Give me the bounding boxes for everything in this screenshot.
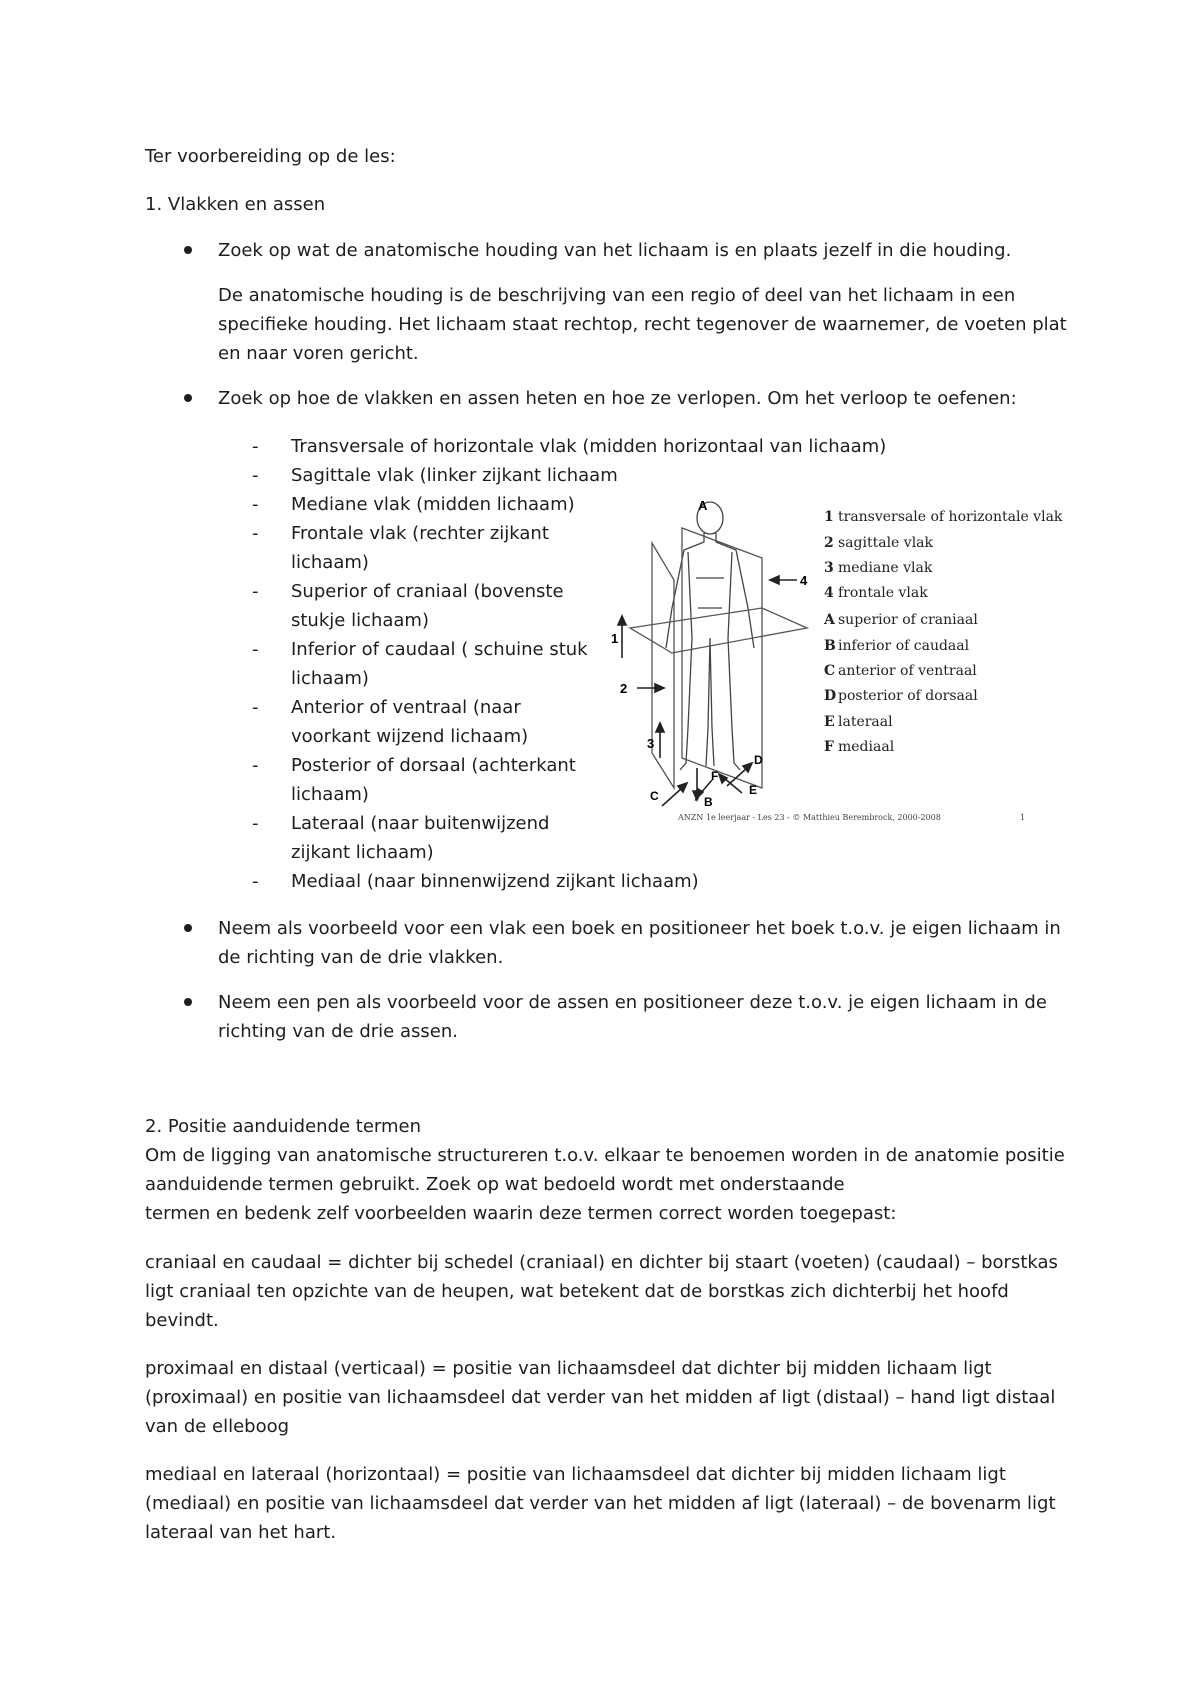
craniaal-caudaal-line: bevindt. [145, 1310, 219, 1331]
proximaal-distaal-line: van de elleboog [145, 1416, 290, 1437]
dash-marker: - [252, 871, 259, 892]
section2-intro-line: termen en bedenk zelf voorbeelden waarin deze termen correct worden toegepast: [145, 1203, 897, 1224]
intro-heading: Ter voorbereiding op de les: [145, 146, 396, 167]
legend-label: anterior of ventraal [838, 663, 977, 679]
legend-key: 4 [824, 585, 834, 601]
dash-marker: - [252, 523, 259, 544]
marker-e: E [749, 783, 758, 797]
legend-label: transversale of horizontale vlak [838, 509, 1063, 525]
dash-item: Mediaal (naar binnenwijzend zijkant lichaam) [291, 871, 699, 892]
legend-key: C [824, 663, 836, 679]
legend-label: superior of craniaal [838, 612, 978, 628]
figure-page-number: 1 [1020, 813, 1026, 822]
marker-4: 4 [800, 573, 808, 588]
section2-intro-line: Om de ligging van anatomische structureren t.o.v. elkaar te benoemen worden in de anatomie positie [145, 1145, 1065, 1166]
dash-marker: - [252, 639, 259, 660]
marker-c: C [650, 789, 659, 803]
dash-marker: - [252, 494, 259, 515]
legend-key: B [824, 638, 836, 654]
marker-1: 1 [611, 631, 619, 646]
dash-item: Superior of craniaal (bovenste [291, 581, 564, 602]
legend-label: lateraal [838, 714, 893, 730]
bullet-dot [184, 998, 192, 1006]
dash-item-continuation: stukje lichaam) [291, 610, 429, 631]
section1-title: 1. Vlakken en assen [145, 194, 326, 215]
legend-key: 1 [824, 509, 834, 525]
bullet-dot [184, 246, 192, 254]
bullet-pen-line: richting van de drie assen. [218, 1021, 458, 1042]
dash-item: Mediane vlak (midden lichaam) [291, 494, 575, 515]
bullet-boek-line: de richting van de drie vlakken. [218, 947, 504, 968]
answer-line: en naar voren gericht. [218, 343, 419, 364]
legend-label: mediane vlak [838, 560, 933, 576]
dash-item: Posterior of dorsaal (achterkant [291, 755, 576, 776]
marker-3: 3 [647, 736, 655, 751]
legend-key: E [824, 714, 835, 730]
legend-label: frontale vlak [838, 585, 928, 601]
dash-item: Sagittale vlak (linker zijkant lichaam [291, 465, 618, 486]
bullet-dot [184, 924, 192, 932]
dash-marker: - [252, 581, 259, 602]
answer-line: specifieke houding. Het lichaam staat rechtop, recht tegenover de waarnemer, de voeten plat [218, 314, 1067, 335]
dash-item: Inferior of caudaal ( schuine stuk [291, 639, 588, 660]
legend-label: inferior of caudaal [838, 638, 970, 654]
section2-title: 2. Positie aanduidende termen [145, 1116, 422, 1137]
craniaal-caudaal-line: ligt craniaal ten opzichte van de heupen, wat betekent dat de borstkas zich dichterbij het hoofd [145, 1281, 1009, 1302]
bullet-vlakken-assen: Zoek op hoe de vlakken en assen heten en hoe ze verlopen. Om het verloop te oefenen: [218, 388, 1017, 409]
legend-key: D [824, 688, 837, 704]
dash-item-continuation: lichaam) [291, 668, 369, 689]
dash-item: Frontale vlak (rechter zijkant [291, 523, 549, 544]
legend-label: mediaal [838, 739, 895, 755]
proximaal-distaal-line: proximaal en distaal (verticaal) = positie van lichaamsdeel dat dichter bij midden lichaam ligt [145, 1358, 992, 1379]
dash-item: Transversale of horizontale vlak (midden horizontaal van lichaam) [291, 436, 887, 457]
section2-intro-line: aanduidende termen gebruikt. Zoek op wat bedoeld wordt met onderstaande [145, 1174, 845, 1195]
dash-marker: - [252, 755, 259, 776]
figure-credit: ANZN 1e leerjaar - Les 23 - © Matthieu Berembrock, 2000-2008 [678, 813, 941, 822]
proximaal-distaal-line: (proximaal) en positie van lichaamsdeel dat verder van het midden af ligt (distaal) – hand ligt distaal [145, 1387, 1056, 1408]
legend-key: 2 [824, 535, 834, 551]
bullet-pen-line: Neem een pen als voorbeeld voor de assen en positioneer deze t.o.v. je eigen lichaam in de [218, 992, 1047, 1013]
anatomy-planes-figure [611, 488, 1063, 830]
legend-label: sagittale vlak [838, 535, 933, 551]
craniaal-caudaal-line: craniaal en caudaal = dichter bij schedel (craniaal) en dichter bij staart (voeten) (caudaal) – borstkas [145, 1252, 1058, 1273]
dash-item: Lateraal (naar buitenwijzend [291, 813, 550, 834]
answer-line: De anatomische houding is de beschrijving van een regio of deel van het lichaam in een [218, 285, 1016, 306]
dash-marker: - [252, 697, 259, 718]
dash-marker: - [252, 436, 259, 457]
mediaal-lateraal-line: lateraal van het hart. [145, 1522, 337, 1543]
marker-d: D [754, 753, 763, 767]
marker-a: A [698, 498, 708, 513]
mediaal-lateraal-line: (mediaal) en positie van lichaamsdeel dat verder van het midden af ligt (lateraal) – de bovenarm ligt [145, 1493, 1056, 1514]
marker-f: F [711, 769, 719, 783]
dash-item-continuation: lichaam) [291, 552, 369, 573]
marker-2: 2 [620, 681, 628, 696]
dash-marker: - [252, 813, 259, 834]
legend-key: 3 [824, 560, 834, 576]
bullet-anatomische-houding: Zoek op wat de anatomische houding van het lichaam is en plaats jezelf in die houding. [218, 240, 1012, 261]
dash-item-continuation: voorkant wijzend lichaam) [291, 726, 529, 747]
dash-item-continuation: lichaam) [291, 784, 369, 805]
legend-key: A [824, 612, 835, 628]
legend-key: F [824, 739, 834, 755]
anatomy-figure-illustration [611, 488, 1063, 830]
legend-label: posterior of dorsaal [838, 688, 978, 704]
bullet-boek-line: Neem als voorbeeld voor een vlak een boek en positioneer het boek t.o.v. je eigen lichaam in [218, 918, 1061, 939]
mediaal-lateraal-line: mediaal en lateraal (horizontaal) = positie van lichaamsdeel dat dichter bij midden lichaam ligt [145, 1464, 1006, 1485]
bullet-dot [184, 394, 192, 402]
dash-item-continuation: zijkant lichaam) [291, 842, 434, 863]
marker-b: B [704, 795, 713, 809]
dash-item: Anterior of ventraal (naar [291, 697, 521, 718]
dash-marker: - [252, 465, 259, 486]
